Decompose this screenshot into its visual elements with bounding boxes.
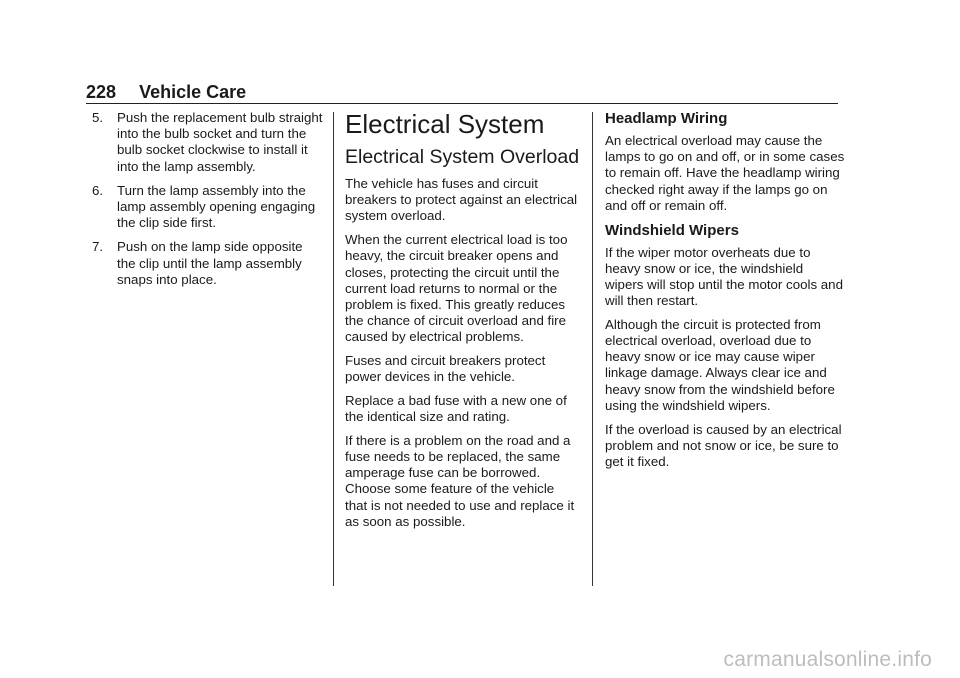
paragraph: When the current electrical load is too heavy, the circuit breaker opens and closes, protecting the circuit until the current load returns to normal or the problem is fixed. This greatly reduces the chance of circuit overload and fire caused by electrical problems. [345,232,568,345]
headlamp-wiring-heading: Headlamp Wiring [605,110,728,127]
step-7 [92,239,324,288]
step-number: 7. [92,239,104,255]
step-number: 5. [92,110,104,125]
column-3 [605,110,845,478]
section-title: Vehicle Care [139,82,247,102]
column-divider [333,112,334,586]
subsection-heading: Electrical System Overload [345,146,580,168]
step-5 [92,110,324,175]
step-text: Push the replacement bulb straight into the bulb socket and turn the bulb socket clockwise to install it into the lamp assembly. [117,110,323,174]
step-text: Push on the lamp side opposite the clip until the lamp assembly snaps into place. [117,239,303,287]
page-number: 228 [86,82,117,102]
paragraph: If the overload is caused by an electrical problem and not snow or ice, be sure to get it fixed. [605,421,842,469]
paragraph: If there is a problem on the road and a fuse needs to be replaced, the same amperage fuse can be borrowed. Choose some feature of the vehicle that is not needed to use and replace it as soon as possible. [345,432,575,529]
step-number: 6. [92,182,104,198]
header-rule [86,103,838,104]
column-2 [345,110,580,538]
windshield-wipers-heading: Windshield Wipers [605,221,739,239]
paragraph: If the wiper motor overheats due to heavy snow or ice, the windshield wipers will stop until the motor cools and will then restart. [605,244,843,309]
column-divider [592,112,593,586]
paragraph: An electrical overload may cause the lamps to go on and off, or in some cases to remain off. Have the headlamp wiring checked right away if the lamps go on and off or remain off. [605,133,845,213]
step-text: Turn the lamp assembly into the lamp assembly opening engaging the clip side first. [117,182,316,231]
paragraph: Replace a bad fuse with a new one of the identical size and rating. [345,392,567,425]
section-heading: Electrical System [345,109,545,139]
paragraph: Fuses and circuit breakers protect power devices in the vehicle. [345,353,546,385]
step-6 [92,183,324,232]
column-1 [92,110,324,296]
page-header [86,82,246,102]
paragraph: The vehicle has fuses and circuit breakers to protect against an electrical system overload. [345,176,578,224]
watermark: carmanualsonline.info [723,648,932,671]
paragraph: Although the circuit is protected from electrical overload, overload due to heavy snow or ice may cause wiper linkage damage. Always clear ice and heavy snow from the windshield before using the windshield wipers. [605,316,835,413]
